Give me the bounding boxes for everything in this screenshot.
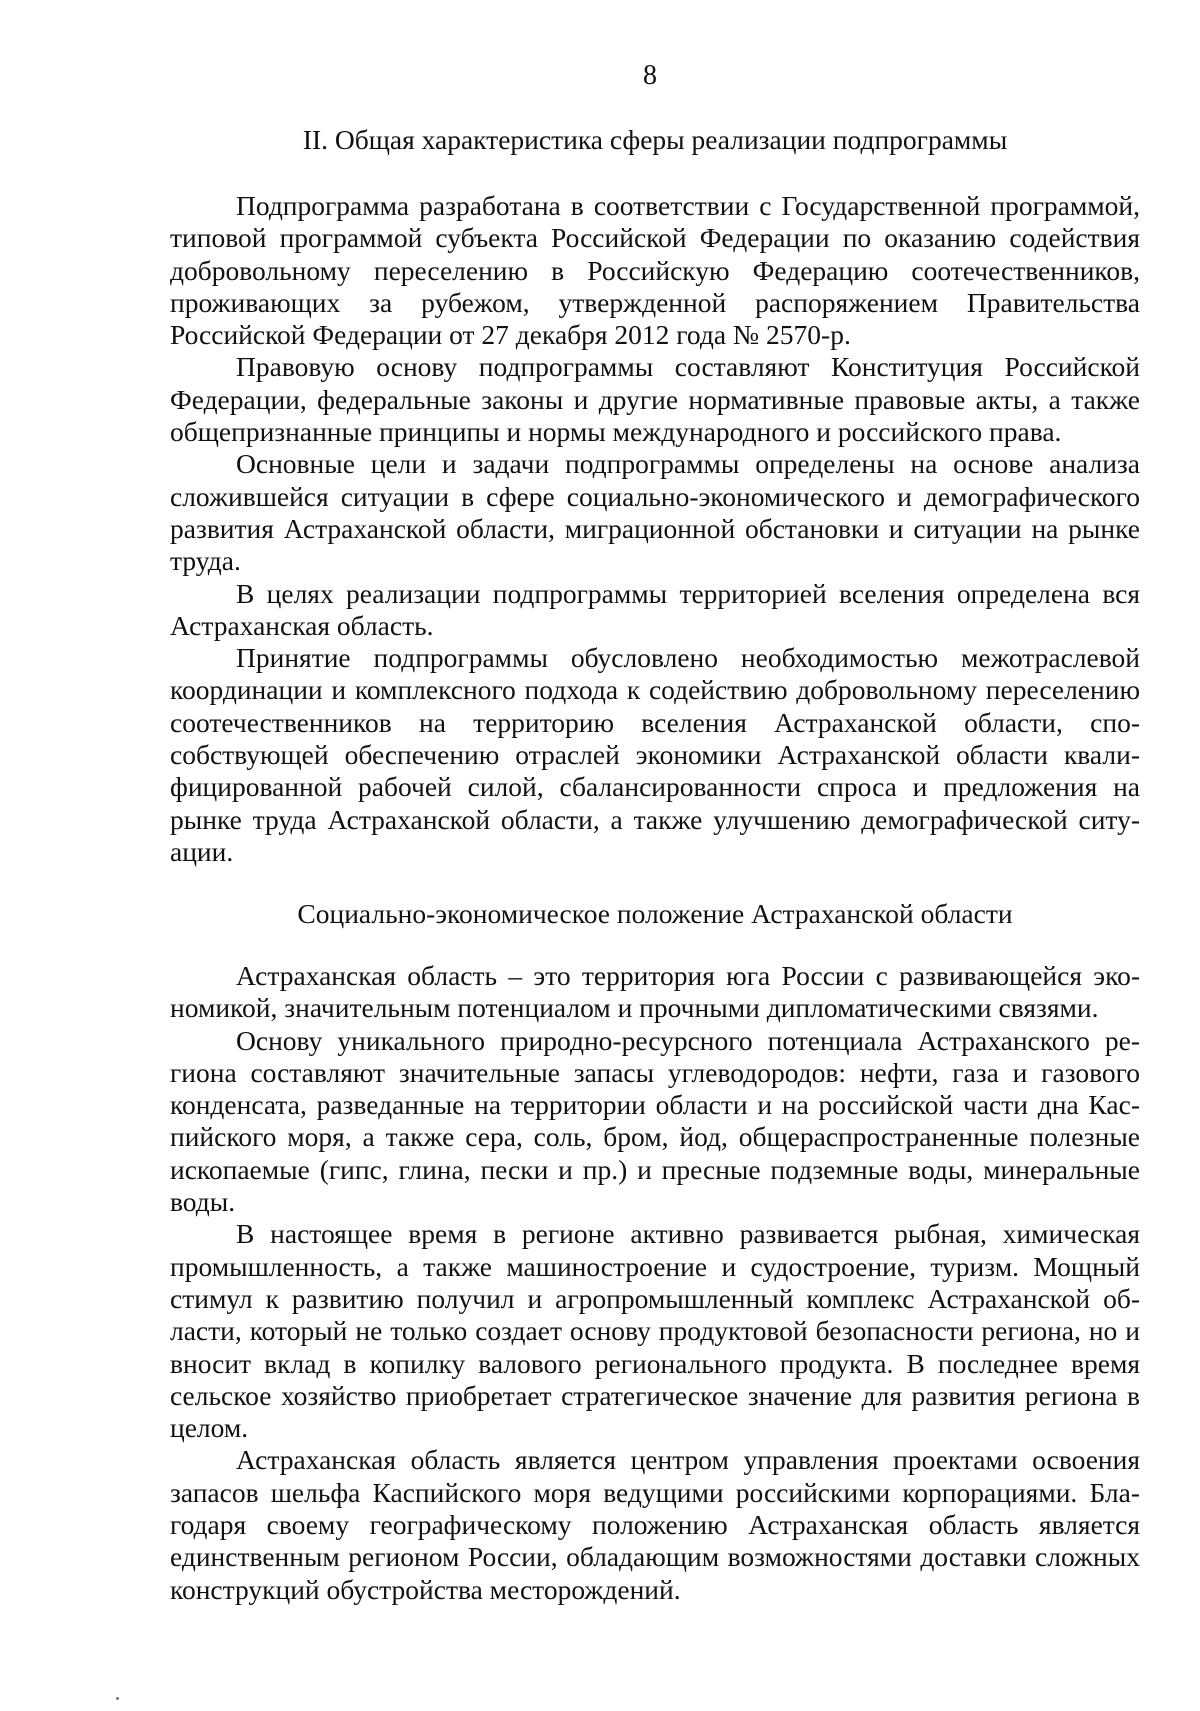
paragraph: Основу уникального природно-ресурсного потенциала Астраханского региона составляют значительные запасы углеводородов: нефти, газа и газового конденсата, разведанные на территории области и на российской части дна Каспийского моря, а также сера, соль, бром, йод, общераспространенные полезные ископаемые (гипс, глина, пески и пр.) и пресные подземные воды, минеральные воды.: [170, 1024, 1140, 1218]
page-number: 8: [643, 60, 657, 91]
scan-speck: [116, 1697, 119, 1700]
paragraph: Подпрограмма разработана в соответствии с Государственной программой, типовой программой субъекта Российской Федерации по оказанию содействия добровольному переселению в Российскую Федерацию соотечественников, проживающих за рубежом, утвержденной распоряжением Правительства Российской Федерации от 27 декабря 2012 года № 2570-р.: [170, 190, 1140, 351]
section-body: [170, 190, 1140, 868]
section-title: II. Общая характеристика сферы реализации подпрограммы: [302, 124, 1008, 155]
paragraph: Принятие подпрограммы обусловлено необходимостью межотраслевой координации и комплексного подхода к содействию добровольному переселению соотечественников на территорию вселения Астраханской области, способствующей обеспечению отраслей экономики Астраханской области квалифицированной рабочей силой, сбалансированности спроса и предложения на рынке труда Астраханской области, а также улучшению демографической ситуации.: [170, 642, 1140, 867]
paragraph: В целях реализации подпрограммы территорией вселения определена вся Астраханская область.: [170, 577, 1140, 641]
paragraph: В настоящее время в регионе активно развивается рыбная, химическая промышленность, а также машиностроение и судостроение, туризм. Мощный стимул к развитию получил и агропромышленный комплекс Астраханской области, который не только создает основу продуктовой безопасности региона, но и вносит вклад в копилку валового регионального продукта. В последнее время сельское хозяйство приобретает стратегическое значение для развития региона в целом.: [170, 1218, 1140, 1444]
paragraph: Астраханская область – это территория юга России с развивающейся экономикой, значительным потенциалом и прочными дипломатическими связями.: [170, 960, 1140, 1024]
paragraph: Астраханская область является центром управления проектами освоения запасов шельфа Каспийского моря ведущими российскими корпорациями. Благодаря своему географическому положению Астраханская область является единственным регионом России, обладающим возможностями доставки сложных конструкций обустройства месторождений.: [170, 1444, 1140, 1605]
subsection-body: [170, 960, 1140, 1606]
paragraph: Основные цели и задачи подпрограммы определены на основе анализа сложившейся ситуации в сфере социально-экономического и демографического развития Астраханской области, миграционной обстановки и ситуации на рынке труда.: [170, 448, 1140, 577]
paragraph: Правовую основу подпрограммы составляют Конституция Российской Федерации, федеральные законы и другие нормативные правовые акты, а также общепризнанные принципы и нормы международного и российского права.: [170, 351, 1140, 448]
subsection-title: Социально-экономическое положение Астраханской области: [297, 898, 1013, 929]
